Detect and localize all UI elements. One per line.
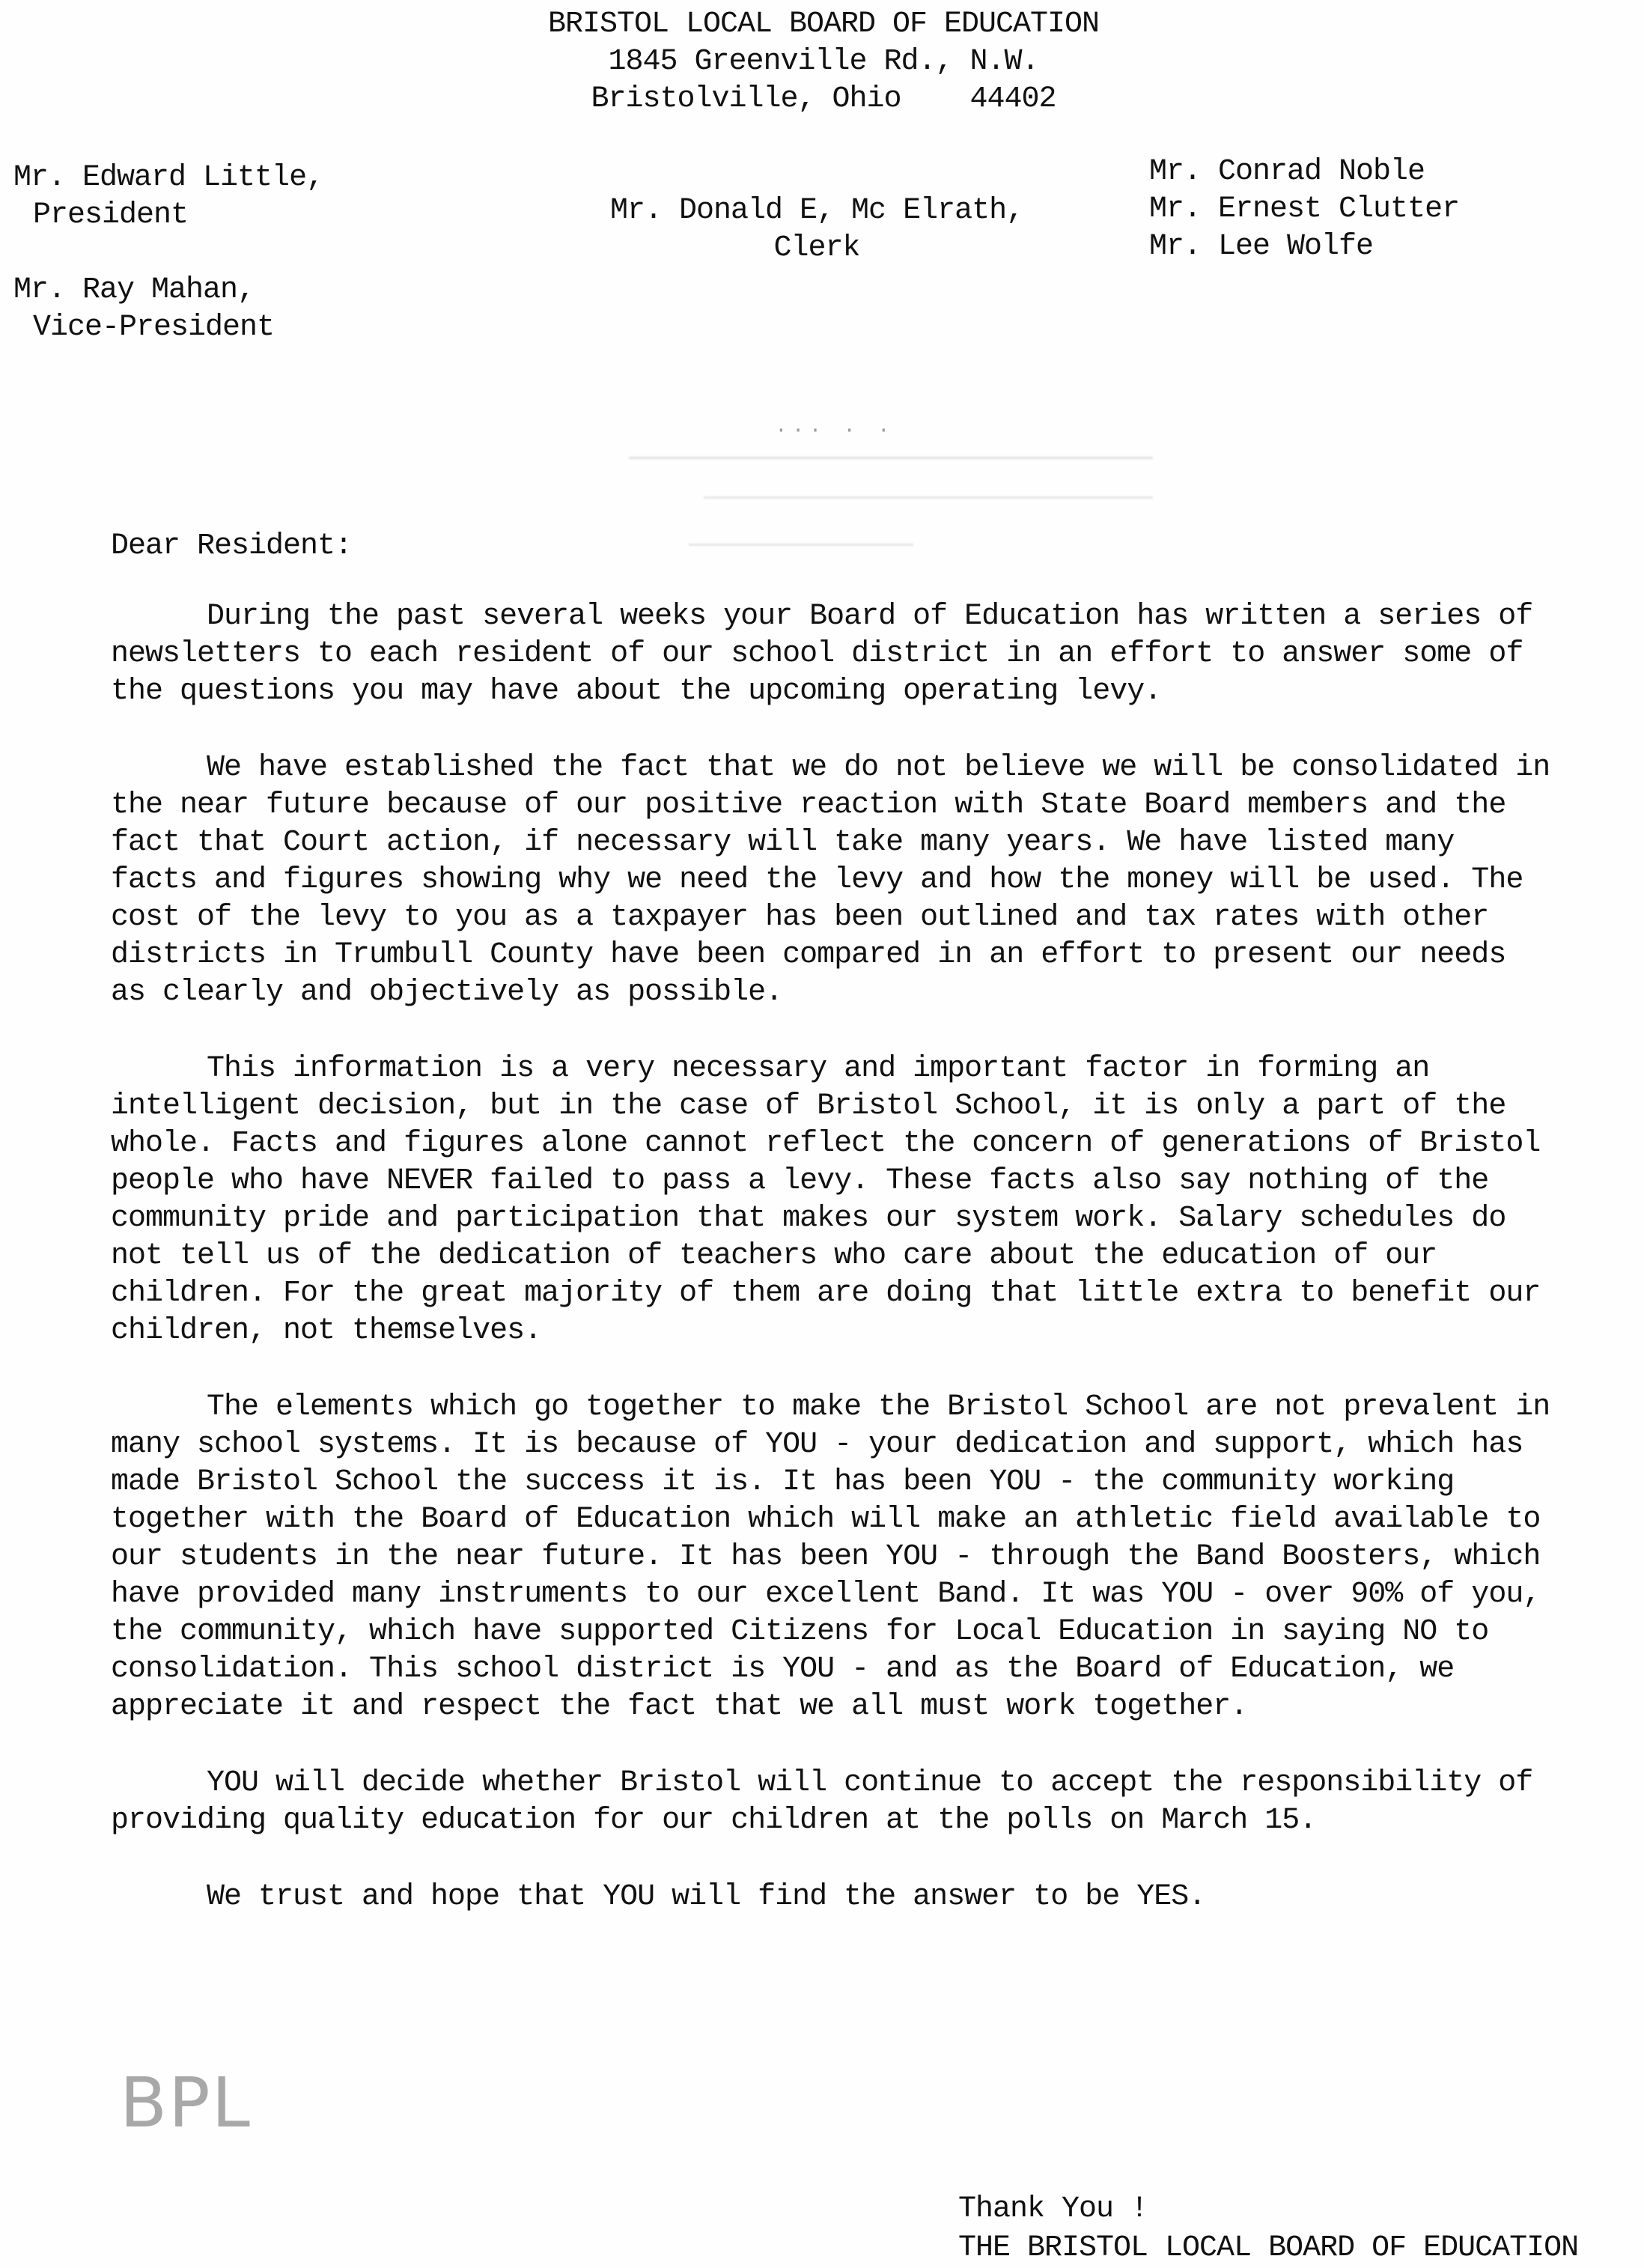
paragraph-text: YOU will decide whether Bristol will continue to accept the responsibility of providing quality education for our children at the polls on March 15. — [111, 1766, 1533, 1837]
president-name: Mr. Edward Little, — [13, 161, 324, 195]
letterhead-city: Bristolville, Ohio 44402 — [591, 82, 1056, 116]
paragraph-text: During the past several weeks your Board of Education has written a series of newsletters to each resident of our school district in an effort to answer some of the questions you may have about the upcoming operating levy. — [111, 600, 1533, 708]
letter-body — [111, 528, 1556, 1955]
vp-title: Vice-President — [33, 311, 275, 344]
paragraph — [111, 1879, 1556, 1916]
closing-block — [958, 2190, 1578, 2268]
letterhead — [449, 6, 1198, 118]
paragraph — [111, 1389, 1556, 1726]
faint-stamp-mark: ··· · · — [775, 419, 895, 443]
paragraph — [111, 1051, 1556, 1350]
paragraph — [111, 1765, 1556, 1840]
closing-thanks: Thank You ! — [958, 2192, 1148, 2226]
board-member: Mr. Conrad Noble — [1149, 155, 1425, 189]
board-member: Mr. Lee Wolfe — [1149, 230, 1374, 264]
paragraph-text: This information is a very necessary and important factor in forming an intelligent decision, but in the case of Bristol School, it is only a part of the whole. Facts and figures alone cannot reflect the concern of generations of Bristol people who have NEVER failed to pass a levy. These facts also say nothing of the community pride and participation that makes our system work. Salary schedules do not tell us of the dedication of teachers who care about the education of our children. For the great majority of them are doing that little extra to benefit our children, not themselves. — [111, 1052, 1541, 1348]
board-members — [1149, 153, 1459, 266]
bpl-watermark: BPL — [120, 2063, 252, 2143]
paragraph-text: We trust and hope that YOU will find the answer to be YES. — [207, 1880, 1206, 1914]
paragraph — [111, 750, 1556, 1012]
officer-vice-president — [13, 272, 274, 347]
vp-name: Mr. Ray Mahan, — [13, 273, 255, 307]
salutation: Dear Resident: — [111, 529, 353, 563]
officer-president — [13, 159, 323, 234]
officer-clerk — [610, 192, 1023, 267]
letterhead-name: BRISTOL LOCAL BOARD OF EDUCATION — [547, 7, 1100, 41]
letterhead-street: 1845 Greenville Rd., N.W. — [608, 45, 1039, 79]
paragraph — [111, 598, 1556, 711]
closing-signature: THE BRISTOL LOCAL BOARD OF EDUCATION — [958, 2231, 1579, 2265]
clerk-title: Clerk — [773, 231, 860, 265]
board-member: Mr. Ernest Clutter — [1149, 192, 1460, 226]
clerk-name: Mr. Donald E, Mc Elrath, — [610, 194, 1024, 228]
paragraph-text: The elements which go together to make the Bristol School are not prevalent in many school systems. It is because of YOU - your dedication and support, which has made Bristol School the success it is. It has been YOU - the community working together with the Board of Education which will make an athletic field available to our students in the near future. It has been YOU - through the Band Boosters, which have provided many instruments to our excellent Band. It was YOU - over 90% of you, the community, which have supported Citizens for Local Education in saying NO to consolidation. This school district is YOU - and as the Board of Education, we appreciate it and respect the fact that we all must work together. — [111, 1390, 1550, 1724]
paragraph-text: We have established the fact that we do not believe we will be consolidated in the near future because of our positive reaction with State Board members and the fact that Court action, if necessary will take many years. We have listed many facts and figures showing why we need the levy and how the money will be used. The cost of the levy to you as a taxpayer has been outlined and tax rates with other districts in Trumbull County have been compared in an effort to present our needs as clearly and objectively as possible. — [111, 751, 1550, 1009]
president-title: President — [33, 198, 189, 232]
